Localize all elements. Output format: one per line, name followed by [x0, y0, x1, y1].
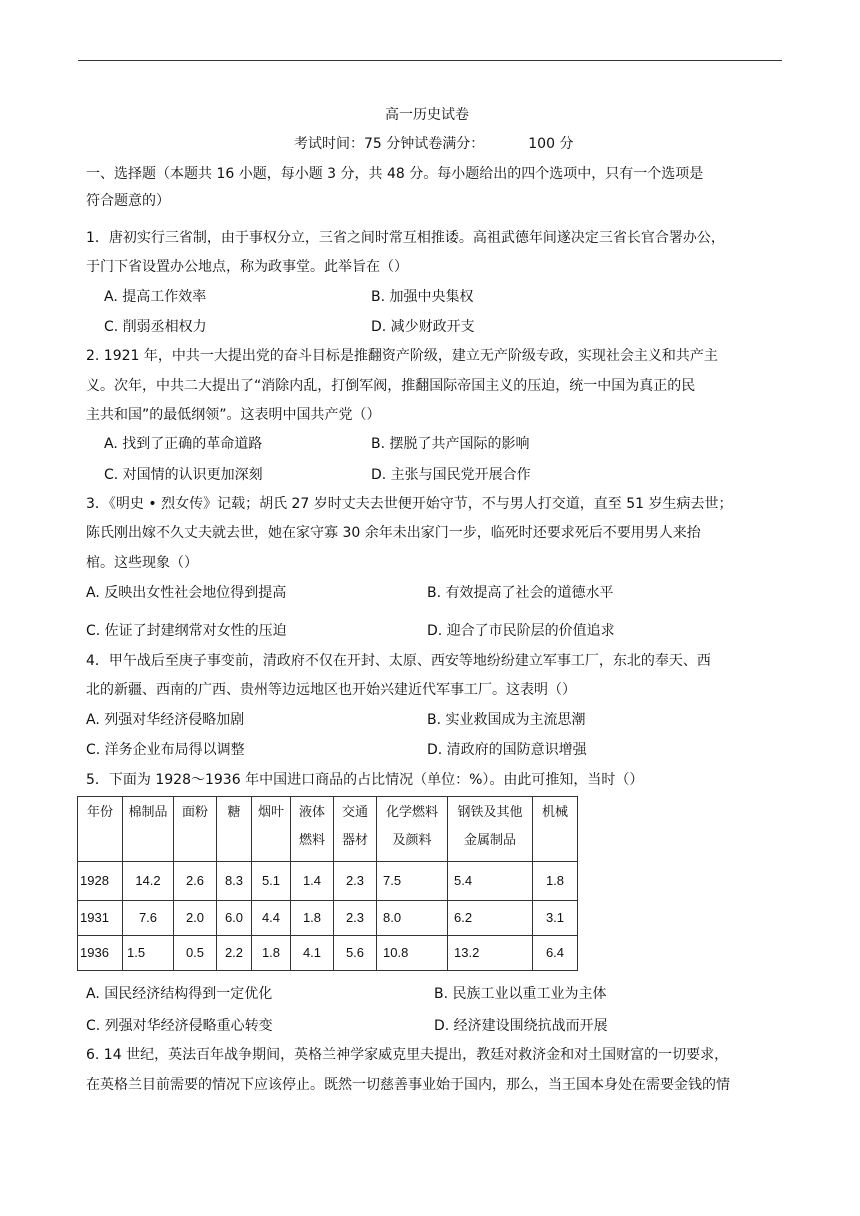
- table-row: [78, 862, 578, 901]
- question-3-line1: 3．《明史 • 烈女传》记载；胡氏 27 岁时丈夫去世便开始守节，不与男人打交道，直至 51 岁生病去世；: [86, 496, 733, 512]
- cell-cotton: 14.2: [123, 862, 174, 901]
- header-sugar: 糖: [217, 797, 252, 862]
- question-4-option-d: D. 清政府的国防意识增强: [427, 742, 587, 758]
- cell-liquid-fuel: 1.4: [291, 862, 334, 901]
- cell-tobacco: 5.1: [252, 862, 291, 901]
- cell-cotton: 1.5: [123, 936, 174, 971]
- cell-chemical: 8.0: [377, 901, 448, 936]
- cell-transport: 5.6: [334, 936, 377, 971]
- question-2-option-b: B. 摆脱了共产国际的影响: [371, 436, 530, 452]
- header-chemical-fuel: 化学燃料 及颜料: [377, 797, 448, 862]
- section-heading-line1: 一、选择题（本题共 16 小题，每小题 3 分，共 48 分。每小题给出的四个选项中，只有一个选项是: [86, 166, 704, 182]
- exam-time-label: 考试时间：75 分钟试卷满分：: [294, 136, 485, 152]
- cell-transport: 2.3: [334, 862, 377, 901]
- top-rule: [78, 60, 782, 61]
- cell-chemical: 10.8: [377, 936, 448, 971]
- question-5-option-b: B. 民族工业以重工业为主体: [434, 986, 607, 1002]
- question-2-option-c: C. 对国情的认识更加深刻: [104, 467, 263, 483]
- question-2-line2: 义。次年，中共二大提出了“消除内乱，打倒军阀，推翻国际帝国主义的压迫，统一中国为真正的民: [86, 378, 696, 394]
- question-2-line3: 主共和国”的最低纲领”。这表明中国共产党（）: [86, 407, 381, 423]
- question-1-option-d: D. 减少财政开支: [371, 319, 475, 335]
- header-steel-metal: 钢铁及其他 金属制品: [448, 797, 533, 862]
- cell-sugar: 6.0: [217, 901, 252, 936]
- cell-machinery: 1.8: [533, 862, 578, 901]
- cell-sugar: 8.3: [217, 862, 252, 901]
- cell-steel: 5.4: [448, 862, 533, 901]
- question-3-option-d: D. 迎合了市民阶层的价值追求: [427, 623, 615, 639]
- question-2-option-a: A. 找到了正确的革命道路: [104, 436, 263, 452]
- cell-flour: 2.6: [174, 862, 217, 901]
- cell-liquid-fuel: 4.1: [291, 936, 334, 971]
- question-3-option-a: A. 反映出女性社会地位得到提高: [86, 585, 287, 601]
- cell-cotton: 7.6: [123, 901, 174, 936]
- question-1-line1: 1．唐初实行三省制，由于事权分立，三省之间时常互相推诿。高祖武德年间遂决定三省长官合署办公，: [86, 230, 725, 246]
- exam-info: [294, 135, 573, 153]
- question-6-line2: 在英格兰目前需要的情况下应该停止。既然一切慈善事业始于国内，那么，当王国本身处在需要金钱的情: [86, 1077, 730, 1093]
- import-share-table: [77, 796, 578, 971]
- question-3-line3: 棺。这些现象（）: [86, 555, 198, 571]
- cell-flour: 2.0: [174, 901, 217, 936]
- full-marks: 100 分: [528, 136, 574, 152]
- question-1-line2: 于门下省设置办公地点，称为政事堂。此举旨在（）: [86, 259, 408, 275]
- section-heading-line2: 符合题意的）: [86, 193, 170, 209]
- question-4-option-b: B. 实业救国成为主流思潮: [427, 712, 586, 728]
- cell-machinery: 3.1: [533, 901, 578, 936]
- page-title: 高一历史试卷: [385, 107, 469, 123]
- question-5-option-d: D. 经济建设围绕抗战而开展: [434, 1018, 608, 1034]
- cell-chemical: 7.5: [377, 862, 448, 901]
- cell-flour: 0.5: [174, 936, 217, 971]
- question-2-option-d: D. 主张与国民党开展合作: [371, 467, 531, 483]
- cell-tobacco: 1.8: [252, 936, 291, 971]
- cell-machinery: 6.4: [533, 936, 578, 971]
- question-2-line1: 2. 1921 年，中共一大提出党的奋斗目标是推翻资产阶级，建立无产阶级专政，实现社会主义和共产主: [86, 348, 718, 364]
- cell-steel: 13.2: [448, 936, 533, 971]
- question-4-line1: 4．甲午战后至庚子事变前，清政府不仅在开封、太原、西安等地纷纷建立军事工厂，东北的奉天、西: [86, 653, 711, 669]
- question-5-option-c: C. 列强对华经济侵略重心转变: [86, 1018, 273, 1034]
- cell-tobacco: 4.4: [252, 901, 291, 936]
- header-flour: 面粉: [174, 797, 217, 862]
- question-5-line1: 5．下面为 1928～1936 年中国进口商品的占比情况（单位：%）。由此可推知，当时（）: [86, 772, 644, 788]
- question-3-option-c: C. 佐证了封建纲常对女性的压迫: [86, 623, 287, 639]
- header-transport-equipment: 交通 器材: [334, 797, 377, 862]
- header-year: 年份: [78, 797, 123, 862]
- cell-transport: 2.3: [334, 901, 377, 936]
- table-row: [78, 936, 578, 971]
- cell-sugar: 2.2: [217, 936, 252, 971]
- header-liquid-fuel: 液体 燃料: [291, 797, 334, 862]
- cell-year: 1936: [78, 936, 123, 971]
- cell-steel: 6.2: [448, 901, 533, 936]
- question-1-option-a: A. 提高工作效率: [104, 289, 207, 305]
- header-cotton: 棉制品: [123, 797, 174, 862]
- question-3-line2: 陈氏刚出嫁不久丈夫就去世，她在家守寡 30 余年未出家门一步，临死时还要求死后不要用男人来抬: [86, 525, 701, 541]
- question-6-line1: 6. 14 世纪，英法百年战争期间，英格兰神学家威克里夫提出，教廷对救济金和对土国财富的一切要求，: [86, 1047, 729, 1063]
- question-4-option-a: A. 列强对华经济侵略加剧: [86, 712, 245, 728]
- question-5-option-a: A. 国民经济结构得到一定优化: [86, 986, 273, 1002]
- cell-year: 1928: [78, 862, 123, 901]
- question-1-option-b: B. 加强中央集权: [371, 289, 474, 305]
- header-tobacco: 烟叶: [252, 797, 291, 862]
- header-machinery: 机械: [533, 797, 578, 862]
- cell-liquid-fuel: 1.8: [291, 901, 334, 936]
- question-1-option-c: C. 削弱丞相权力: [104, 319, 207, 335]
- question-3-option-b: B. 有效提高了社会的道德水平: [427, 585, 614, 601]
- table-row: [78, 901, 578, 936]
- cell-year: 1931: [78, 901, 123, 936]
- question-4-line2: 北的新疆、西南的广西、贵州等边远地区也开始兴建近代军事工厂。这表明（）: [86, 682, 576, 698]
- table-header-row: [78, 797, 578, 862]
- question-4-option-c: C. 洋务企业布局得以调整: [86, 742, 245, 758]
